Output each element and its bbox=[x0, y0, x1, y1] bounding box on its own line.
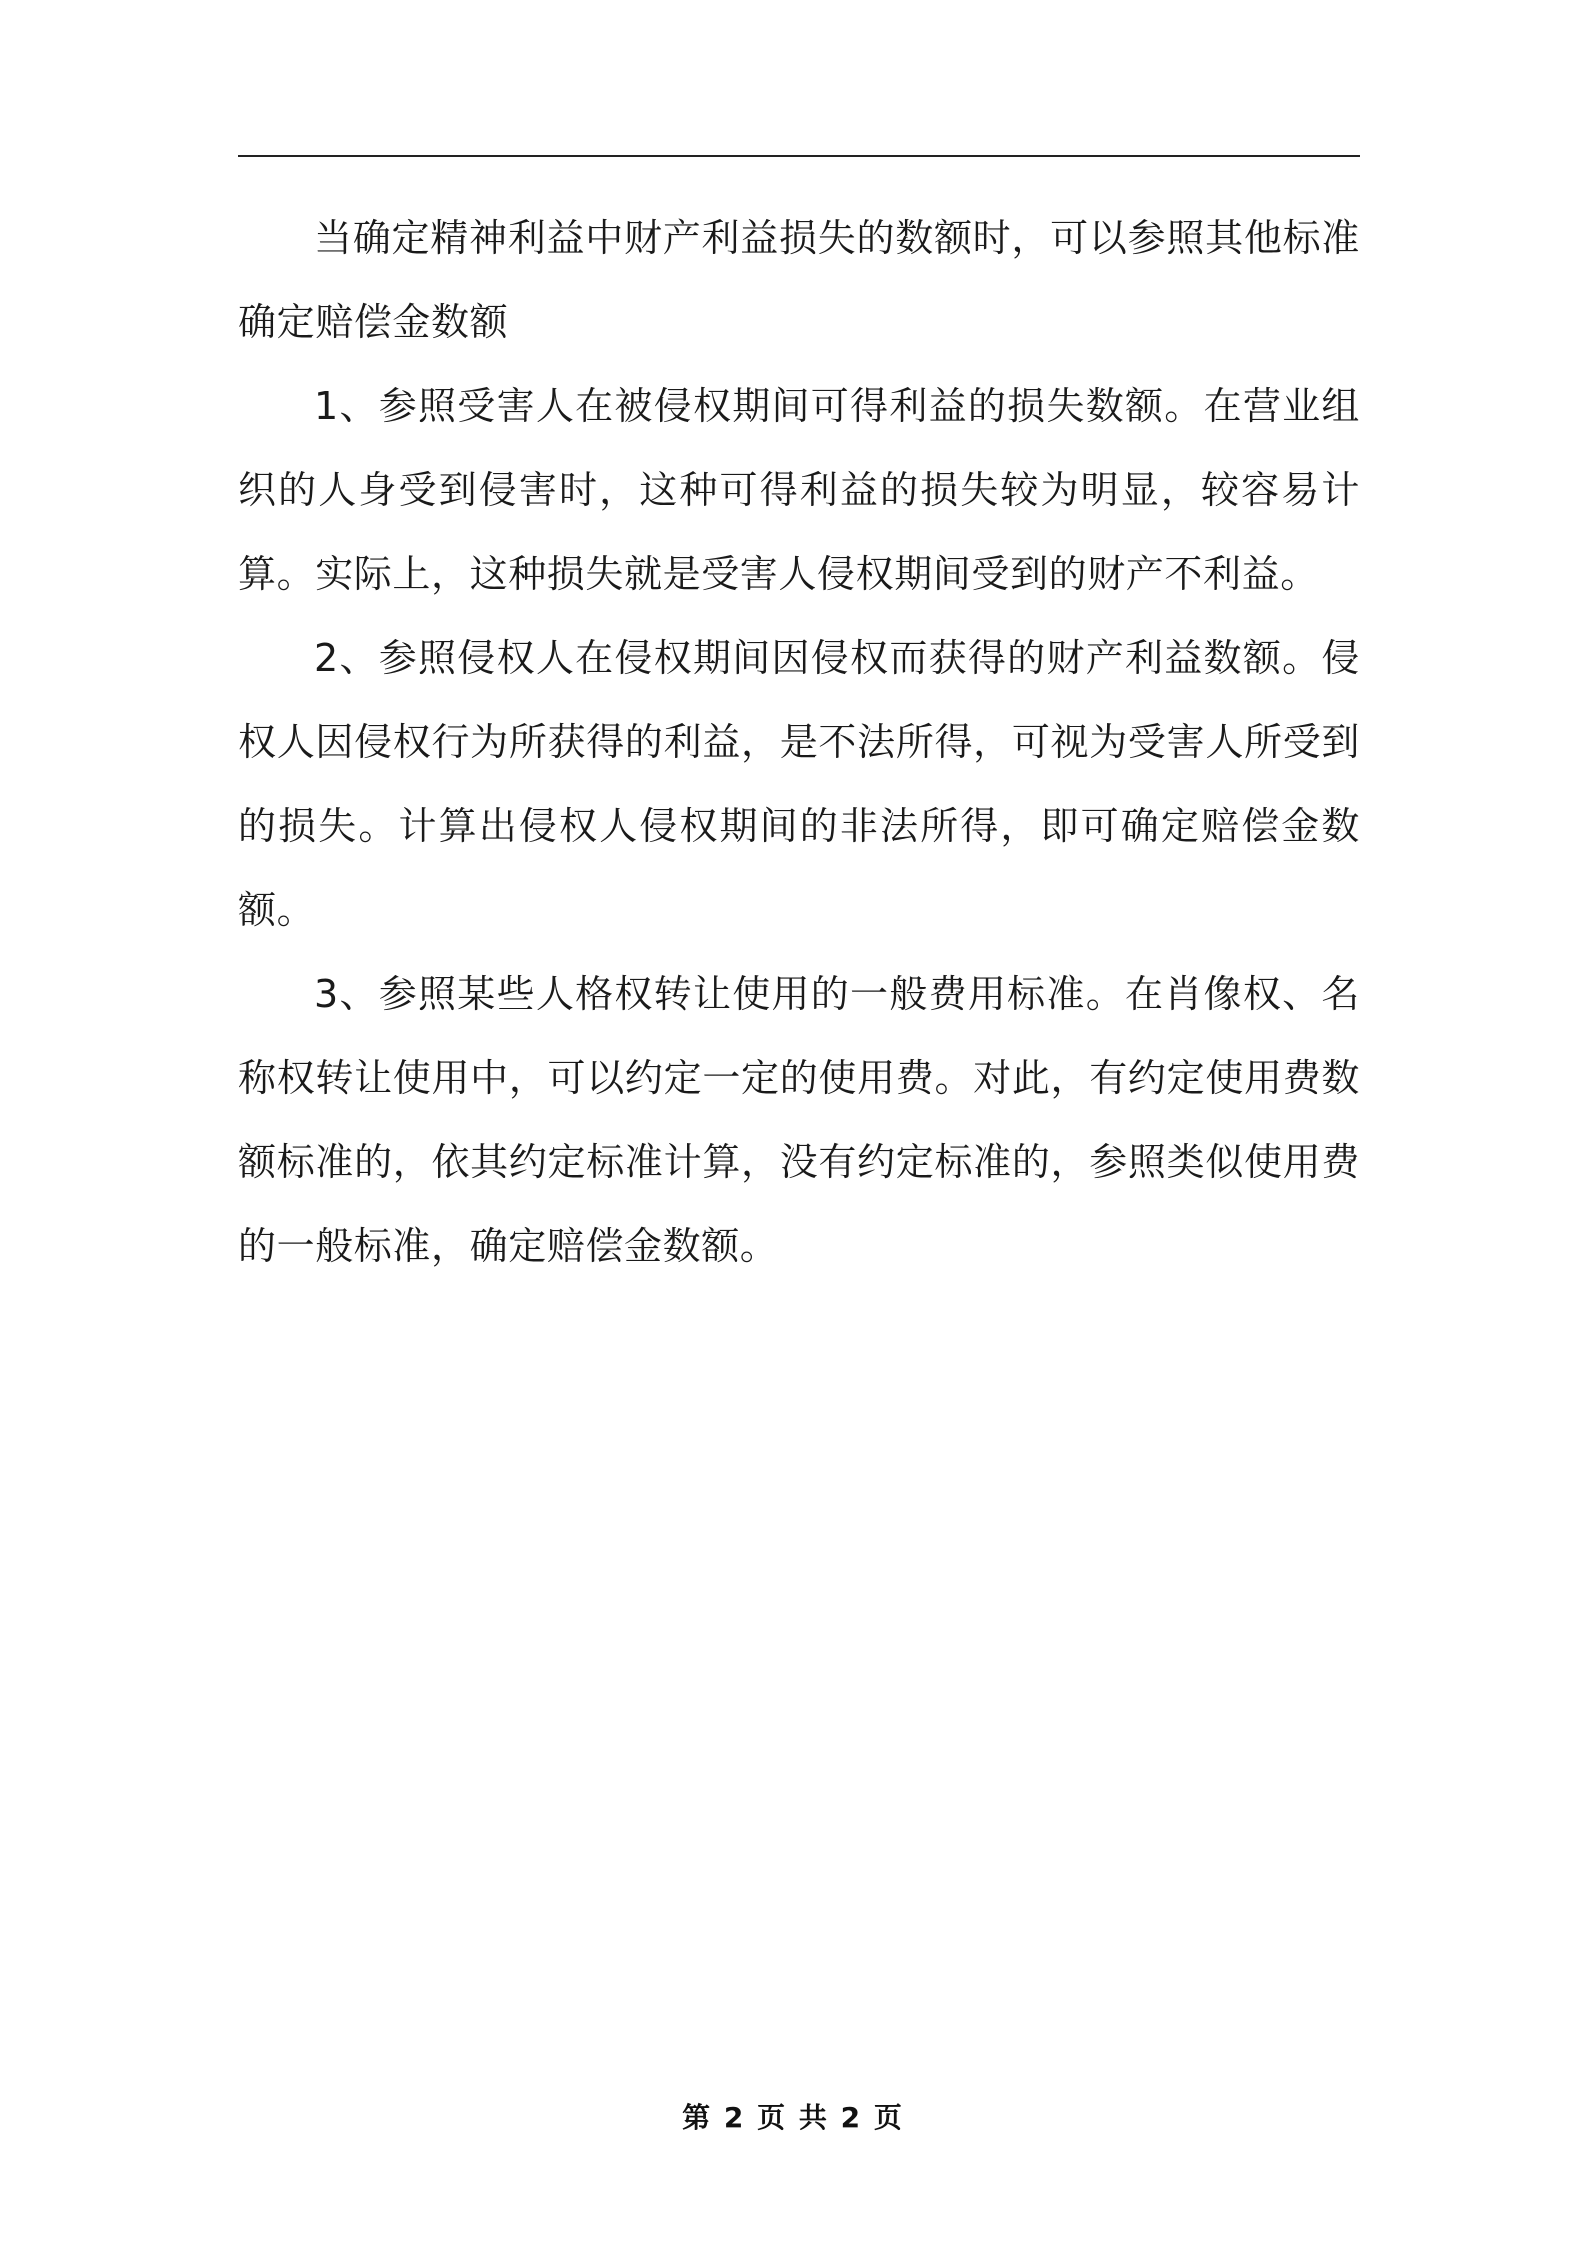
header-divider bbox=[238, 155, 1360, 157]
paragraph-intro: 当确定精神利益中财产利益损失的数额时，可以参照其他标准确定赔偿金数额 bbox=[238, 216, 1360, 344]
paragraph-item-3: 3、参照某些人格权转让使用的一般费用标准。在肖像权、名称权转让使用中，可以约定一定的使用费。对此，有约定使用费数额标准的，依其约定标准计算，没有约定标准的，参照类似使用费的一般标准，确定赔偿金数额。 bbox=[238, 972, 1360, 1268]
page-number-footer: 第 2 页 共 2 页 bbox=[682, 2101, 904, 2134]
paragraph-item-2: 2、参照侵权人在侵权期间因侵权而获得的财产利益数额。侵权人因侵权行为所获得的利益，是不法所得，可视为受害人所受到的损失。计算出侵权人侵权期间的非法所得，即可确定赔偿金数额。 bbox=[238, 636, 1360, 932]
paragraph-item-1: 1、参照受害人在被侵权期间可得利益的损失数额。在营业组织的人身受到侵害时，这种可得利益的损失较为明显，较容易计算。实际上，这种损失就是受害人侵权期间受到的财产不利益。 bbox=[238, 384, 1360, 596]
document-body bbox=[238, 196, 1360, 1288]
